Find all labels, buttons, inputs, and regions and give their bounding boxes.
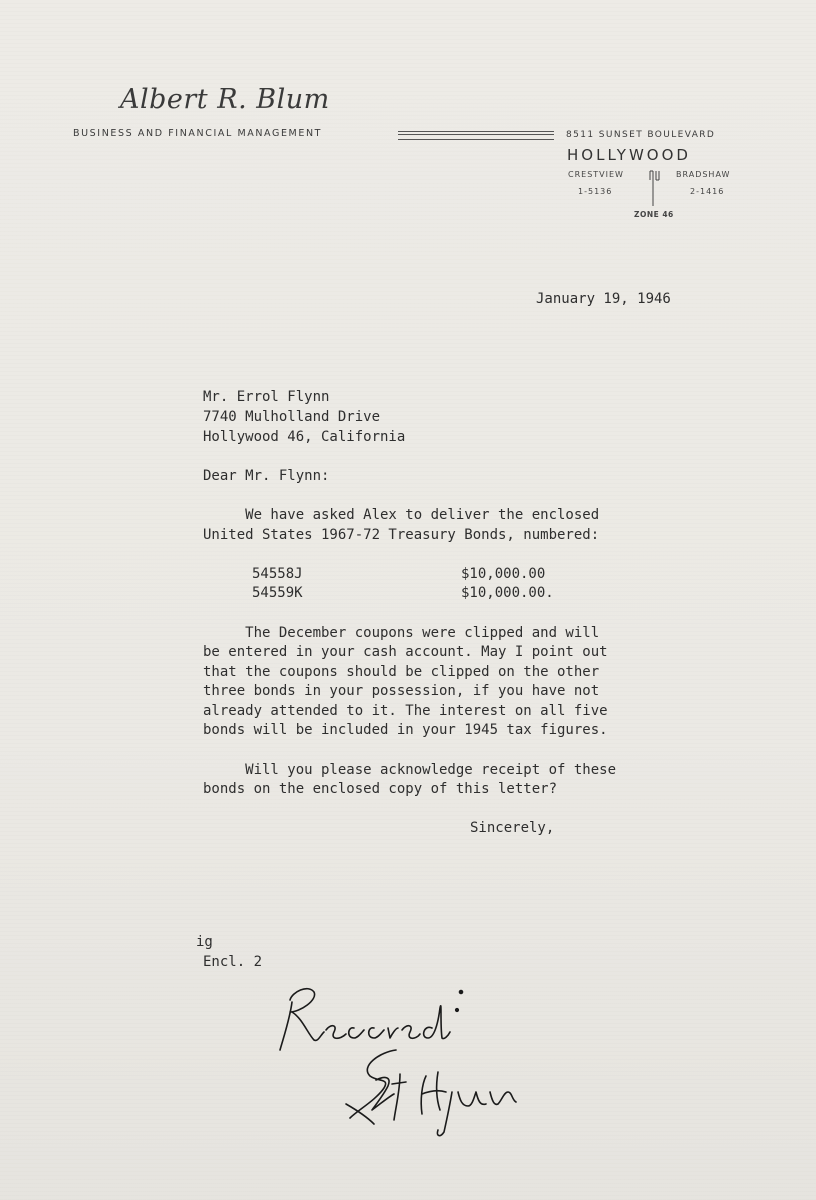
phone-right-label: BRADSHAW xyxy=(676,170,731,179)
paragraph-line: Will you please acknowledge receipt of these xyxy=(203,762,617,778)
paragraph-line: United States 1967-72 Treasury Bonds, numbered: xyxy=(203,527,600,543)
letterhead-name: Albert R. Blum xyxy=(120,84,330,115)
paragraph-line: three bonds in your possession, if you have not xyxy=(203,683,600,699)
letterhead-divider-mark xyxy=(648,170,660,206)
phone-left-number: 1-5136 xyxy=(578,187,613,196)
letter-date: January 19, 1946 xyxy=(536,291,671,307)
phone-right-number: 2-1416 xyxy=(690,187,725,196)
handwritten-signature xyxy=(340,1040,530,1140)
salutation: Dear Mr. Flynn: xyxy=(203,468,330,484)
letterhead-city: HOLLYWOOD xyxy=(567,146,691,164)
bond-number: 54559K xyxy=(252,585,303,601)
typist-initials: ig xyxy=(196,934,213,950)
recipient-city: Hollywood 46, California xyxy=(203,429,406,445)
paragraph-line: The December coupons were clipped and will xyxy=(203,625,600,641)
closing: Sincerely, xyxy=(470,820,555,836)
letterhead-tagline: BUSINESS AND FINANCIAL MANAGEMENT xyxy=(73,128,323,139)
bond-amount: $10,000.00. xyxy=(461,585,554,601)
paragraph-line: bonds on the enclosed copy of this letter? xyxy=(203,781,558,797)
paragraph-line: already attended to it. The interest on all five xyxy=(203,703,608,719)
bond-number: 54558J xyxy=(252,566,303,582)
paragraph-line: be entered in your cash account. May I point out xyxy=(203,644,608,660)
enclosure-note: Encl. 2 xyxy=(203,954,263,970)
phone-left-label: CRESTVIEW xyxy=(568,170,624,179)
recipient-name: Mr. Errol Flynn xyxy=(203,389,330,405)
recipient-street: 7740 Mulholland Drive xyxy=(203,409,381,425)
letterhead-address: 8511 SUNSET BOULEVARD xyxy=(566,130,716,140)
paragraph-line: We have asked Alex to deliver the enclosed xyxy=(203,507,600,523)
letterhead-zone: ZONE 46 xyxy=(634,210,674,219)
bond-amount: $10,000.00 xyxy=(461,566,546,582)
paragraph-line: bonds will be included in your 1945 tax figures. xyxy=(203,722,608,738)
letterhead-rule xyxy=(398,131,554,140)
paragraph-line: that the coupons should be clipped on the other xyxy=(203,664,600,680)
